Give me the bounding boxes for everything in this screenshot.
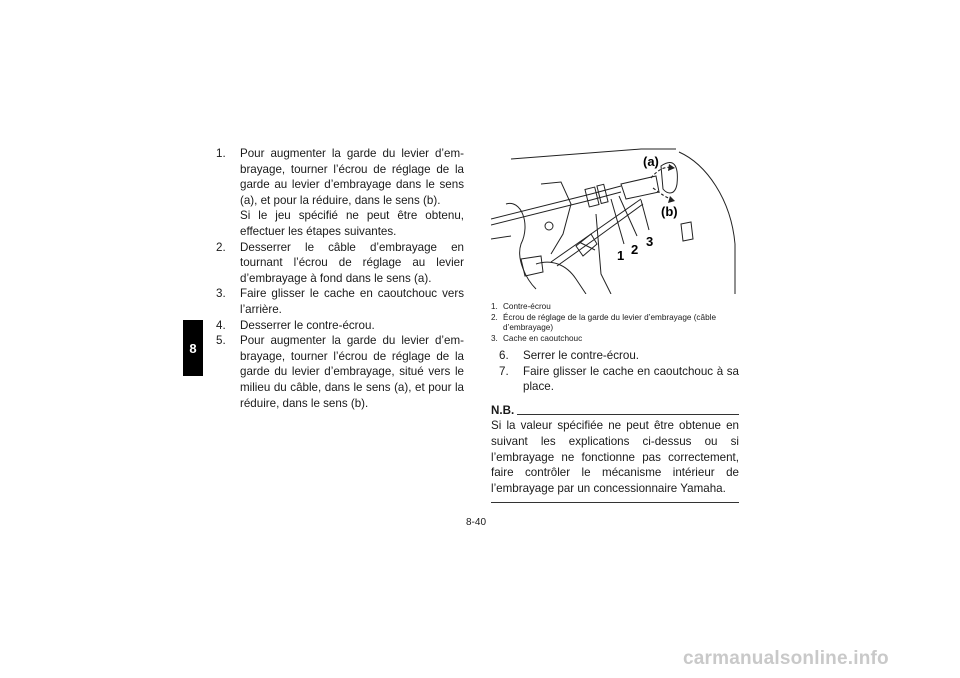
step-note: Si le jeu spécifié ne peut être obtenu, effectuer les étapes suivantes. (240, 209, 464, 238)
caption-number: 1. (491, 302, 498, 311)
caption-item (491, 302, 739, 313)
step-1 (216, 146, 464, 240)
watermark: carmanualsonline.info (683, 648, 889, 669)
step-text: Serrer le contre-écrou. (523, 349, 639, 362)
step-text: Pour augmenter la garde du levier d’embrayage, tourner l’écrou de réglage de la garde du levier d’embrayage, situé vers le milieu du câble, dans le sens (a), et pour la réduire, dans le sens (b). (240, 334, 464, 410)
label-3: 3 (646, 234, 654, 249)
label-1: 1 (617, 248, 625, 263)
instructions-left (216, 146, 464, 411)
caption-item (491, 313, 739, 334)
note-heading-row (491, 403, 739, 419)
caption-number: 2. (491, 312, 498, 322)
step-4 (216, 318, 464, 334)
caption-text: Cache en caoutchouc (503, 333, 583, 343)
label-a: (a) (643, 154, 659, 169)
caption-text: Contre-écrou (503, 302, 551, 311)
step-3 (216, 286, 464, 317)
step-number: 7. (499, 364, 509, 378)
step-7 (499, 364, 739, 395)
instructions-continued (491, 348, 739, 395)
note-text: Si la valeur spécifiée ne peut être obtenue en suivant les explications ci-dessus ou si l’embrayage ne fonctionne pas correctement, faire contrôler le mécanisme intérieur de l’embrayage par un concessionnaire Yamaha. (491, 419, 739, 495)
step-number: 6. (499, 349, 509, 362)
step-text: Desserrer le câble d’embrayage en tournant l’écrou de réglage au levier d’embrayage à fond dans le sens (a). (240, 240, 464, 285)
step-5 (216, 333, 464, 411)
step-number: 5. (216, 334, 226, 348)
instructions-right (491, 144, 739, 503)
caption-number: 3. (491, 333, 498, 343)
note-rule (517, 414, 739, 415)
clutch-cable-illustration (491, 144, 739, 294)
step-6 (499, 348, 739, 364)
step-number: 2. (216, 240, 226, 254)
step-text: Desserrer le contre-écrou. (240, 318, 375, 332)
note-end-rule (491, 502, 739, 503)
step-number: 4. (216, 318, 226, 332)
step-number: 3. (216, 287, 226, 301)
page-number: 8-40 (466, 517, 487, 528)
note-heading: N.B. (491, 403, 515, 417)
caption-text: Écrou de réglage de la garde du levier d’embrayage (câble d’embrayage) (503, 312, 717, 332)
step-text: Pour augmenter la garde du levier d’embrayage, tourner l’écrou de réglage de la garde au levier d’embrayage dans le sens (a), et pour la réduire, dans le sens (b). (240, 147, 464, 207)
step-text: Faire glisser le cache en caoutchouc vers l’arrière. (240, 287, 464, 316)
note-box (491, 403, 739, 504)
step-number: 1. (216, 147, 226, 160)
chapter-tab: 8 (183, 320, 203, 376)
caption-item (491, 334, 739, 345)
step-2 (216, 240, 464, 287)
label-2: 2 (631, 242, 639, 257)
label-b: (b) (661, 204, 678, 219)
step-text: Faire glisser le cache en caoutchouc à sa place. (523, 364, 739, 394)
figure-captions (491, 302, 739, 344)
